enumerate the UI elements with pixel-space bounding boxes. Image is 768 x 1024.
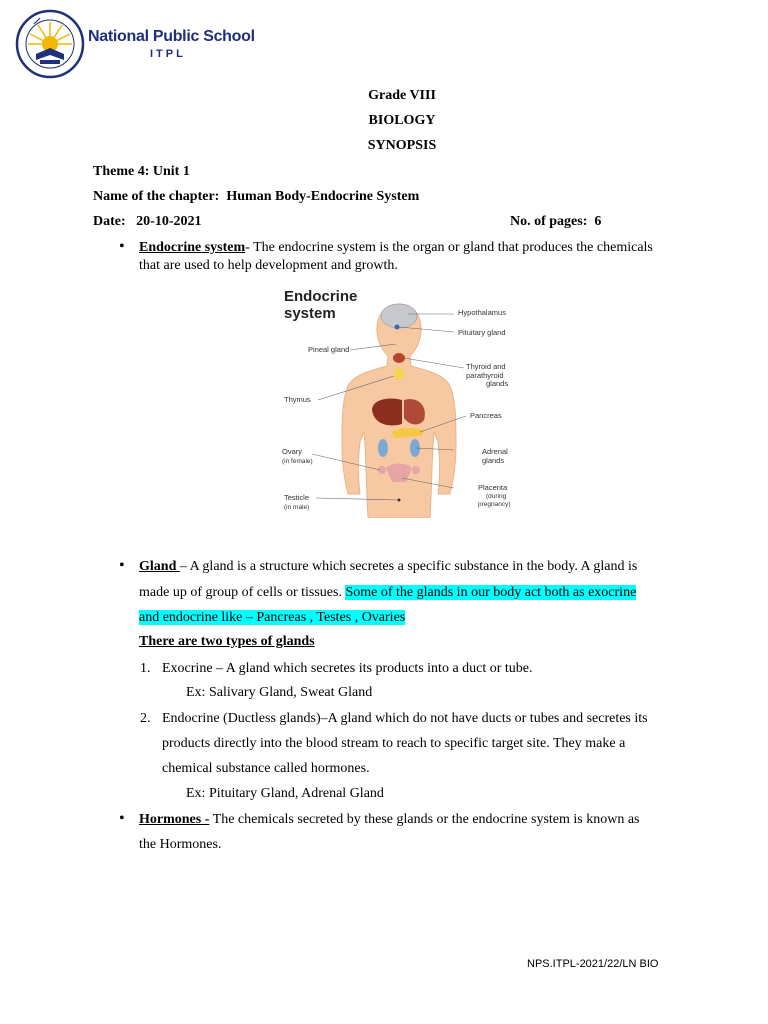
chapter-value: Human Body-Endocrine System xyxy=(226,189,420,204)
label-pancreas: Pancreas xyxy=(470,411,502,420)
label-adrenal-2: glands xyxy=(482,455,505,465)
label-placenta xyxy=(478,484,511,510)
theme-line: Theme 4: Unit 1 xyxy=(93,164,190,179)
label-testicle-note: (in male) xyxy=(284,503,310,511)
school-name: National Public School xyxy=(88,28,255,45)
endocrine-text-1: - The endocrine system is the organ or gland that produces the chemicals xyxy=(245,240,653,255)
label-testicle xyxy=(284,494,309,512)
bullet-marker xyxy=(119,557,125,575)
label-thyroid xyxy=(466,363,508,389)
endocrine-diagram xyxy=(268,282,530,518)
hormones-line-2: the Hormones. xyxy=(139,837,222,852)
school-branch: ITPL xyxy=(150,48,186,60)
pages-line xyxy=(510,214,601,230)
label-placenta-note-1: (during xyxy=(486,492,507,500)
endocrine-line-1 xyxy=(139,240,653,256)
hormones-term: Hormones - xyxy=(139,812,210,827)
label-hypothalamus: Hypothalamus xyxy=(458,308,506,317)
gland-line-2 xyxy=(139,585,636,601)
type-2-text-2: products directly into the blood stream to reach to specific target site. They make a xyxy=(162,736,626,751)
label-placenta-name: Placenta xyxy=(478,483,508,492)
gland-text-1: – A gland is a structure which secretes a specific substance in the body. A gland is xyxy=(179,559,638,574)
date-label: Date: xyxy=(93,214,126,229)
gland-line-3 xyxy=(139,610,405,626)
school-logo xyxy=(14,8,264,78)
label-thyroid-1: Thyroid and xyxy=(466,362,506,371)
label-placenta-note-2: pregnancy) xyxy=(478,501,511,508)
grade-heading: Grade VIII xyxy=(368,88,436,103)
figure-title-1: Endocrine xyxy=(284,288,358,305)
gland-highlight-2: and endocrine like – Pancreas , Testes , Ovaries xyxy=(139,610,406,625)
gland-types-heading: There are two types of glands xyxy=(139,634,315,649)
school-seal-icon xyxy=(14,8,86,80)
pages-value: 6 xyxy=(594,214,602,229)
label-pineal: Pineal gland xyxy=(308,345,350,354)
bullet-marker xyxy=(119,810,125,828)
type-1-example: Ex: Salivary Gland, Sweat Gland xyxy=(186,685,373,700)
label-ovary xyxy=(282,448,313,466)
type-1-text: Exocrine – A gland which secretes its products into a duct or tube. xyxy=(162,661,533,676)
type-2-text-1: Endocrine (Ductless glands)–A gland which do not have ducts or tubes and secretes its xyxy=(162,711,648,726)
pages-label: No. of pages: xyxy=(510,214,588,229)
date-line xyxy=(93,214,201,230)
date-value: 20-10-2021 xyxy=(136,214,202,229)
label-ovary-name: Ovary xyxy=(282,447,303,456)
label-thyroid-2: parathyroid xyxy=(466,370,504,380)
type-2-text-3: chemical substance called hormones. xyxy=(162,761,370,776)
document-code: NPS.ITPL-2021/22/LN BIO xyxy=(527,958,659,970)
endocrine-term: Endocrine system xyxy=(139,240,246,255)
doc-type-heading: SYNOPSIS xyxy=(367,138,437,153)
chapter-line xyxy=(93,189,419,205)
subject-heading: BIOLOGY xyxy=(368,113,436,128)
endocrine-line-2: that are used to help development and growth. xyxy=(139,258,398,273)
gland-line-1 xyxy=(139,559,637,575)
label-thyroid-3: glands xyxy=(486,379,509,388)
label-thymus: Thymus xyxy=(284,395,311,404)
chapter-label: Name of the chapter: xyxy=(93,189,220,204)
label-ovary-note: (in female) xyxy=(282,457,313,465)
label-testicle-name: Testicle xyxy=(284,493,310,502)
figure-title-2: system xyxy=(284,305,336,322)
type-2-example: Ex: Pituitary Gland, Adrenal Gland xyxy=(186,786,384,801)
type-1-number: 1. xyxy=(140,661,151,676)
type-2-number: 2. xyxy=(140,711,151,726)
hormones-text-1: The chemicals secreted by these glands or the endocrine system is known as xyxy=(209,812,640,827)
gland-term: Gland xyxy=(139,559,180,574)
label-adrenal-1: Adrenal xyxy=(482,447,508,456)
label-pituitary: Pituitary gland xyxy=(458,328,506,337)
label-adrenal xyxy=(482,448,508,465)
gland-text-2: made up of group of cells or tissues. xyxy=(139,585,346,600)
bullet-marker xyxy=(119,238,125,256)
gland-highlight-1: Some of the glands in our body act both as exocrine xyxy=(345,585,637,600)
hormones-line-1 xyxy=(139,812,640,828)
